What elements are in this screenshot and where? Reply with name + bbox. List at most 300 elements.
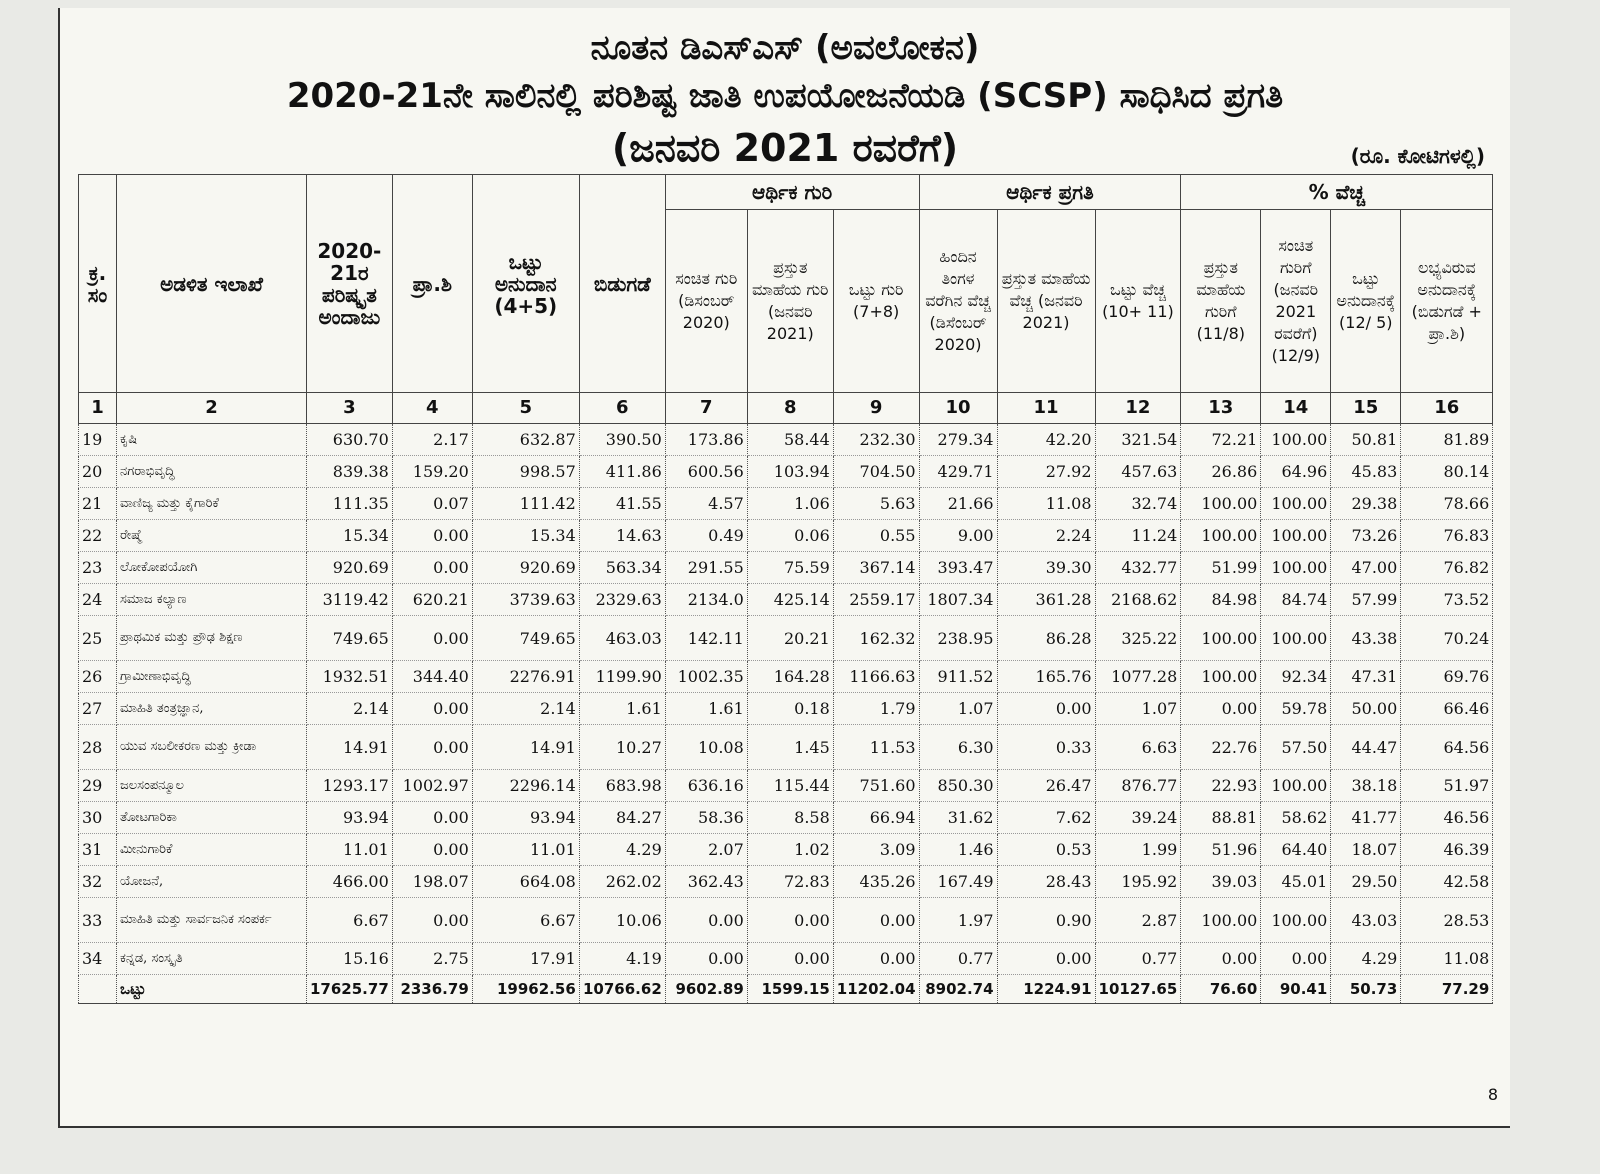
value-cell: 0.00 xyxy=(392,898,472,943)
value-cell: 66.46 xyxy=(1401,693,1493,725)
value-cell: 876.77 xyxy=(1095,770,1181,802)
value-cell: 46.39 xyxy=(1401,834,1493,866)
value-cell: 367.14 xyxy=(833,552,919,584)
value-cell: 0.00 xyxy=(1181,693,1261,725)
value-cell: 4.57 xyxy=(665,488,747,520)
value-cell: 636.16 xyxy=(665,770,747,802)
value-cell: 100.00 xyxy=(1261,520,1331,552)
department-cell: ಒಟ್ಟು xyxy=(117,975,307,1004)
value-cell: 2.14 xyxy=(307,693,393,725)
value-cell: 70.24 xyxy=(1401,616,1493,661)
col-header: ಹಿಂದಿನ ತಿಂಗಳ ವರೆಗಿನ ವೆಚ್ಚ (ಡಿಸೆಂಬರ್ 2020) xyxy=(919,210,997,393)
value-cell: 22.93 xyxy=(1181,770,1261,802)
value-cell: 28.53 xyxy=(1401,898,1493,943)
table-row xyxy=(79,898,1493,943)
department-cell: ವಾಣಿಜ್ಯ ಮತ್ತು ಕೈಗಾರಿಕೆ xyxy=(117,488,307,520)
department-cell: ನಗರಾಭಿವೃದ್ಧಿ xyxy=(117,456,307,488)
value-cell: 279.34 xyxy=(919,424,997,456)
value-cell: 0.00 xyxy=(997,943,1095,975)
table-row xyxy=(79,834,1493,866)
value-cell: 0.00 xyxy=(392,725,472,770)
table-row xyxy=(79,770,1493,802)
value-cell: 81.89 xyxy=(1401,424,1493,456)
value-cell: 1.61 xyxy=(579,693,665,725)
table-row xyxy=(79,802,1493,834)
group-header-financial-progress: ಆರ್ಥಿಕ ಪ್ರಗತಿ xyxy=(919,175,1181,210)
value-cell: 9.00 xyxy=(919,520,997,552)
value-cell: 15.34 xyxy=(472,520,579,552)
value-cell: 0.07 xyxy=(392,488,472,520)
value-cell: 2.07 xyxy=(665,834,747,866)
value-cell: 39.24 xyxy=(1095,802,1181,834)
value-cell: 751.60 xyxy=(833,770,919,802)
value-cell: 630.70 xyxy=(307,424,393,456)
serial-cell: 26 xyxy=(79,661,117,693)
group-header-financial-target: ಆರ್ಥಿಕ ಗುರಿ xyxy=(665,175,919,210)
value-cell: 15.16 xyxy=(307,943,393,975)
value-cell: 100.00 xyxy=(1261,488,1331,520)
value-cell: 27.92 xyxy=(997,456,1095,488)
value-cell: 425.14 xyxy=(747,584,833,616)
value-cell: 0.00 xyxy=(392,834,472,866)
value-cell: 1932.51 xyxy=(307,661,393,693)
value-cell: 704.50 xyxy=(833,456,919,488)
value-cell: 2168.62 xyxy=(1095,584,1181,616)
value-cell: 2.87 xyxy=(1095,898,1181,943)
column-number: 6 xyxy=(579,393,665,424)
value-cell: 850.30 xyxy=(919,770,997,802)
value-cell: 42.58 xyxy=(1401,866,1493,898)
value-cell: 1.07 xyxy=(919,693,997,725)
value-cell: 76.83 xyxy=(1401,520,1493,552)
value-cell: 1293.17 xyxy=(307,770,393,802)
value-cell: 7.62 xyxy=(997,802,1095,834)
value-cell: 1.45 xyxy=(747,725,833,770)
value-cell: 920.69 xyxy=(307,552,393,584)
value-cell: 72.83 xyxy=(747,866,833,898)
value-cell: 14.63 xyxy=(579,520,665,552)
value-cell: 1.79 xyxy=(833,693,919,725)
serial-cell: 32 xyxy=(79,866,117,898)
value-cell: 5.63 xyxy=(833,488,919,520)
value-cell: 86.28 xyxy=(997,616,1095,661)
value-cell: 1.46 xyxy=(919,834,997,866)
value-cell: 164.28 xyxy=(747,661,833,693)
value-cell: 58.44 xyxy=(747,424,833,456)
value-cell: 466.00 xyxy=(307,866,393,898)
value-cell: 46.56 xyxy=(1401,802,1493,834)
value-cell: 45.83 xyxy=(1331,456,1401,488)
unit-note: (ರೂ. ಕೋಟಿಗಳಲ್ಲಿ) xyxy=(1350,144,1485,168)
value-cell: 100.00 xyxy=(1261,898,1331,943)
value-cell: 58.36 xyxy=(665,802,747,834)
value-cell: 100.00 xyxy=(1181,898,1261,943)
column-number: 8 xyxy=(747,393,833,424)
column-number: 4 xyxy=(392,393,472,424)
serial-cell: 19 xyxy=(79,424,117,456)
value-cell: 1.97 xyxy=(919,898,997,943)
value-cell: 0.00 xyxy=(1181,943,1261,975)
table-row xyxy=(79,943,1493,975)
value-cell: 50.00 xyxy=(1331,693,1401,725)
value-cell: 100.00 xyxy=(1261,552,1331,584)
value-cell: 45.01 xyxy=(1261,866,1331,898)
value-cell: 0.18 xyxy=(747,693,833,725)
value-cell: 463.03 xyxy=(579,616,665,661)
column-number-row xyxy=(79,393,1493,424)
value-cell: 457.63 xyxy=(1095,456,1181,488)
value-cell: 325.22 xyxy=(1095,616,1181,661)
value-cell: 4.29 xyxy=(579,834,665,866)
serial-cell: 23 xyxy=(79,552,117,584)
value-cell: 0.00 xyxy=(997,693,1095,725)
value-cell: 198.07 xyxy=(392,866,472,898)
value-cell: 998.57 xyxy=(472,456,579,488)
value-cell: 47.00 xyxy=(1331,552,1401,584)
value-cell: 344.40 xyxy=(392,661,472,693)
value-cell: 3739.63 xyxy=(472,584,579,616)
value-cell: 195.92 xyxy=(1095,866,1181,898)
value-cell: 11.01 xyxy=(472,834,579,866)
value-cell: 362.43 xyxy=(665,866,747,898)
value-cell: 77.29 xyxy=(1401,975,1493,1004)
value-cell: 50.73 xyxy=(1331,975,1401,1004)
serial-cell: 29 xyxy=(79,770,117,802)
department-cell: ಮಾಹಿತಿ ತಂತ್ರಜ್ಞಾನ, xyxy=(117,693,307,725)
value-cell: 11.08 xyxy=(997,488,1095,520)
value-cell: 1807.34 xyxy=(919,584,997,616)
value-cell: 29.50 xyxy=(1331,866,1401,898)
value-cell: 0.00 xyxy=(392,802,472,834)
value-cell: 429.71 xyxy=(919,456,997,488)
value-cell: 0.00 xyxy=(833,898,919,943)
value-cell: 28.43 xyxy=(997,866,1095,898)
value-cell: 100.00 xyxy=(1181,488,1261,520)
value-cell: 4.29 xyxy=(1331,943,1401,975)
value-cell: 41.77 xyxy=(1331,802,1401,834)
value-cell: 41.55 xyxy=(579,488,665,520)
value-cell: 73.52 xyxy=(1401,584,1493,616)
value-cell: 90.41 xyxy=(1261,975,1331,1004)
col-header: 2020-21ರ ಪರಿಷ್ಕೃತ ಅಂದಾಜು xyxy=(307,175,393,393)
table-row xyxy=(79,456,1493,488)
value-cell: 291.55 xyxy=(665,552,747,584)
value-cell: 173.86 xyxy=(665,424,747,456)
department-cell: ಕನ್ನಡ, ಸಂಸ್ಕೃತಿ xyxy=(117,943,307,975)
value-cell: 111.42 xyxy=(472,488,579,520)
value-cell: 2.24 xyxy=(997,520,1095,552)
col-header: ಒಟ್ಟು ವೆಚ್ಚ (10+ 11) xyxy=(1095,210,1181,393)
value-cell: 100.00 xyxy=(1261,616,1331,661)
value-cell: 76.60 xyxy=(1181,975,1261,1004)
value-cell: 43.03 xyxy=(1331,898,1401,943)
table-row xyxy=(79,866,1493,898)
value-cell: 2.75 xyxy=(392,943,472,975)
value-cell: 142.11 xyxy=(665,616,747,661)
value-cell: 620.21 xyxy=(392,584,472,616)
value-cell: 72.21 xyxy=(1181,424,1261,456)
value-cell: 100.00 xyxy=(1181,520,1261,552)
value-cell: 6.67 xyxy=(307,898,393,943)
value-cell: 0.00 xyxy=(392,520,472,552)
value-cell: 749.65 xyxy=(307,616,393,661)
value-cell: 1.99 xyxy=(1095,834,1181,866)
value-cell: 2134.0 xyxy=(665,584,747,616)
value-cell: 1.07 xyxy=(1095,693,1181,725)
value-cell: 47.31 xyxy=(1331,661,1401,693)
value-cell: 14.91 xyxy=(307,725,393,770)
value-cell: 43.38 xyxy=(1331,616,1401,661)
serial-cell: 31 xyxy=(79,834,117,866)
total-row xyxy=(79,975,1493,1004)
column-number: 9 xyxy=(833,393,919,424)
serial-cell: 24 xyxy=(79,584,117,616)
value-cell: 2.17 xyxy=(392,424,472,456)
serial-cell: 30 xyxy=(79,802,117,834)
value-cell: 73.26 xyxy=(1331,520,1401,552)
value-cell: 111.35 xyxy=(307,488,393,520)
value-cell: 38.18 xyxy=(1331,770,1401,802)
value-cell: 2.14 xyxy=(472,693,579,725)
department-cell: ರೇಷ್ಮೆ xyxy=(117,520,307,552)
value-cell: 1224.91 xyxy=(997,975,1095,1004)
column-number: 13 xyxy=(1181,393,1261,424)
value-cell: 80.14 xyxy=(1401,456,1493,488)
value-cell: 1002.35 xyxy=(665,661,747,693)
value-cell: 0.00 xyxy=(747,898,833,943)
report-period: (ಜನವರಿ 2021 ರವರೆಗೆ) xyxy=(611,126,959,170)
value-cell: 14.91 xyxy=(472,725,579,770)
value-cell: 21.66 xyxy=(919,488,997,520)
department-cell: ಮೀನುಗಾರಿಕೆ xyxy=(117,834,307,866)
department-cell: ಕೃಷಿ xyxy=(117,424,307,456)
value-cell: 162.32 xyxy=(833,616,919,661)
value-cell: 1002.97 xyxy=(392,770,472,802)
value-cell: 0.00 xyxy=(665,898,747,943)
value-cell: 2296.14 xyxy=(472,770,579,802)
value-cell: 17625.77 xyxy=(307,975,393,1004)
column-number: 5 xyxy=(472,393,579,424)
value-cell: 76.82 xyxy=(1401,552,1493,584)
value-cell: 6.63 xyxy=(1095,725,1181,770)
value-cell: 20.21 xyxy=(747,616,833,661)
value-cell: 0.00 xyxy=(747,943,833,975)
column-number: 7 xyxy=(665,393,747,424)
value-cell: 920.69 xyxy=(472,552,579,584)
value-cell: 0.49 xyxy=(665,520,747,552)
serial-cell xyxy=(79,975,117,1004)
value-cell: 84.27 xyxy=(579,802,665,834)
department-cell: ಯೋಜನೆ, xyxy=(117,866,307,898)
value-cell: 664.08 xyxy=(472,866,579,898)
value-cell: 51.99 xyxy=(1181,552,1261,584)
value-cell: 84.98 xyxy=(1181,584,1261,616)
department-cell: ಗ್ರಾಮೀಣಾಭಿವೃದ್ಧಿ xyxy=(117,661,307,693)
value-cell: 19962.56 xyxy=(472,975,579,1004)
group-header-percent-expenditure: % ವೆಚ್ಚ xyxy=(1181,175,1493,210)
column-number: 15 xyxy=(1331,393,1401,424)
column-number: 16 xyxy=(1401,393,1493,424)
table-row xyxy=(79,693,1493,725)
value-cell: 159.20 xyxy=(392,456,472,488)
value-cell: 31.62 xyxy=(919,802,997,834)
value-cell: 57.50 xyxy=(1261,725,1331,770)
value-cell: 8.58 xyxy=(747,802,833,834)
column-number: 12 xyxy=(1095,393,1181,424)
value-cell: 32.74 xyxy=(1095,488,1181,520)
value-cell: 39.03 xyxy=(1181,866,1261,898)
report-title-line1: ನೂತನ ಡಿಎಸ್ಎಸ್ (ಅವಲೋಕನ) xyxy=(590,28,980,68)
value-cell: 0.00 xyxy=(1261,943,1331,975)
value-cell: 69.76 xyxy=(1401,661,1493,693)
col-header: ಒಟ್ಟು ಗುರಿ (7+8) xyxy=(833,210,919,393)
column-number: 1 xyxy=(79,393,117,424)
value-cell: 10127.65 xyxy=(1095,975,1181,1004)
value-cell: 29.38 xyxy=(1331,488,1401,520)
col-header: ಬಿಡುಗಡೆ xyxy=(579,175,665,393)
value-cell: 51.97 xyxy=(1401,770,1493,802)
department-cell: ಯುವ ಸಬಲೀಕರಣ ಮತ್ತು ಕ್ರೀಡಾ xyxy=(117,725,307,770)
value-cell: 2329.63 xyxy=(579,584,665,616)
value-cell: 59.78 xyxy=(1261,693,1331,725)
value-cell: 238.95 xyxy=(919,616,997,661)
value-cell: 1199.90 xyxy=(579,661,665,693)
value-cell: 0.00 xyxy=(392,693,472,725)
value-cell: 10766.62 xyxy=(579,975,665,1004)
table-row xyxy=(79,725,1493,770)
value-cell: 435.26 xyxy=(833,866,919,898)
value-cell: 2559.17 xyxy=(833,584,919,616)
value-cell: 92.34 xyxy=(1261,661,1331,693)
col-header: ಒಟ್ಟು ಅನುದಾನಕ್ಕೆ (12/ 5) xyxy=(1331,210,1401,393)
value-cell: 0.77 xyxy=(919,943,997,975)
col-header: ಪ್ರಸ್ತುತ ಮಾಹೆಯ ಗುರಿ (ಜನವರಿ 2021) xyxy=(747,210,833,393)
value-cell: 1077.28 xyxy=(1095,661,1181,693)
value-cell: 66.94 xyxy=(833,802,919,834)
value-cell: 3119.42 xyxy=(307,584,393,616)
value-cell: 232.30 xyxy=(833,424,919,456)
progress-table xyxy=(78,174,1493,1004)
serial-cell: 34 xyxy=(79,943,117,975)
column-number: 2 xyxy=(117,393,307,424)
serial-cell: 28 xyxy=(79,725,117,770)
value-cell: 75.59 xyxy=(747,552,833,584)
value-cell: 167.49 xyxy=(919,866,997,898)
value-cell: 26.86 xyxy=(1181,456,1261,488)
value-cell: 361.28 xyxy=(997,584,1095,616)
col-header: ಸಂಚಿತ ಗುರಿ (ಡಿಸಂಬರ್ 2020) xyxy=(665,210,747,393)
value-cell: 0.90 xyxy=(997,898,1095,943)
value-cell: 100.00 xyxy=(1261,770,1331,802)
value-cell: 39.30 xyxy=(997,552,1095,584)
value-cell: 22.76 xyxy=(1181,725,1261,770)
value-cell: 51.96 xyxy=(1181,834,1261,866)
document-page xyxy=(58,8,1510,1128)
value-cell: 0.00 xyxy=(392,552,472,584)
value-cell: 10.08 xyxy=(665,725,747,770)
value-cell: 57.99 xyxy=(1331,584,1401,616)
col-header: ಕ್ರ. ಸಂ xyxy=(79,175,117,393)
value-cell: 11.53 xyxy=(833,725,919,770)
value-cell: 10.06 xyxy=(579,898,665,943)
value-cell: 0.00 xyxy=(665,943,747,975)
value-cell: 64.96 xyxy=(1261,456,1331,488)
value-cell: 839.38 xyxy=(307,456,393,488)
value-cell: 11202.04 xyxy=(833,975,919,1004)
col-header: ಅಡಳಿತ ಇಲಾಖೆ xyxy=(117,175,307,393)
value-cell: 1.02 xyxy=(747,834,833,866)
value-cell: 393.47 xyxy=(919,552,997,584)
table-body xyxy=(79,424,1493,1004)
value-cell: 0.00 xyxy=(833,943,919,975)
value-cell: 6.30 xyxy=(919,725,997,770)
col-header: ಪ್ರಾ.ಶಿ xyxy=(392,175,472,393)
department-cell: ಲೋಕೋಪಯೋಗಿ xyxy=(117,552,307,584)
col-header: ಪ್ರಸ್ತುತ ಮಾಹೆಯ ಗುರಿಗೆ (11/8) xyxy=(1181,210,1261,393)
value-cell: 44.47 xyxy=(1331,725,1401,770)
value-cell: 321.54 xyxy=(1095,424,1181,456)
column-number: 11 xyxy=(997,393,1095,424)
value-cell: 262.02 xyxy=(579,866,665,898)
col-header: ಪ್ರಸ್ತುತ ಮಾಹೆಯ ವೆಚ್ಚ (ಜನವರಿ 2021) xyxy=(997,210,1095,393)
report-title-line2: 2020-21ನೇ ಸಾಲಿನಲ್ಲಿ ಪರಿಶಿಷ್ಟ ಜಾತಿ ಉಪಯೋಜನೆಯಡಿ (SCSP) ಸಾಧಿಸಿದ ಪ್ರಗತಿ xyxy=(286,76,1284,116)
serial-cell: 27 xyxy=(79,693,117,725)
value-cell: 6.67 xyxy=(472,898,579,943)
value-cell: 78.66 xyxy=(1401,488,1493,520)
value-cell: 0.06 xyxy=(747,520,833,552)
column-number: 3 xyxy=(307,393,393,424)
value-cell: 563.34 xyxy=(579,552,665,584)
column-number: 10 xyxy=(919,393,997,424)
value-cell: 432.77 xyxy=(1095,552,1181,584)
value-cell: 115.44 xyxy=(747,770,833,802)
col-header: ಲಭ್ಯವಿರುವ ಅನುದಾನಕ್ಕೆ (ಬಿಡುಗಡೆ + ಪ್ರಾ.ಶಿ) xyxy=(1401,210,1493,393)
table-row xyxy=(79,661,1493,693)
value-cell: 9602.89 xyxy=(665,975,747,1004)
value-cell: 50.81 xyxy=(1331,424,1401,456)
value-cell: 84.74 xyxy=(1261,584,1331,616)
col-header: ಒಟ್ಟು ಅನುದಾನ (4+5) xyxy=(472,175,579,393)
group-header-row xyxy=(79,175,1493,210)
serial-cell: 22 xyxy=(79,520,117,552)
value-cell: 1166.63 xyxy=(833,661,919,693)
value-cell: 911.52 xyxy=(919,661,997,693)
department-cell: ಮಾಹಿತಿ ಮತ್ತು ಸಾರ್ವಜನಿಕ ಸಂಪರ್ಕ xyxy=(117,898,307,943)
table-row xyxy=(79,552,1493,584)
value-cell: 0.77 xyxy=(1095,943,1181,975)
value-cell: 64.56 xyxy=(1401,725,1493,770)
value-cell: 64.40 xyxy=(1261,834,1331,866)
value-cell: 93.94 xyxy=(472,802,579,834)
value-cell: 1599.15 xyxy=(747,975,833,1004)
col-header: ಸಂಚಿತ ಗುರಿಗೆ (ಜನವರಿ 2021 ರವರೆಗೆ) (12/9) xyxy=(1261,210,1331,393)
page-number: 8 xyxy=(1487,1085,1498,1104)
value-cell: 100.00 xyxy=(1181,616,1261,661)
value-cell: 683.98 xyxy=(579,770,665,802)
value-cell: 10.27 xyxy=(579,725,665,770)
value-cell: 0.55 xyxy=(833,520,919,552)
value-cell: 11.24 xyxy=(1095,520,1181,552)
serial-cell: 20 xyxy=(79,456,117,488)
table-row xyxy=(79,424,1493,456)
value-cell: 2336.79 xyxy=(392,975,472,1004)
serial-cell: 25 xyxy=(79,616,117,661)
value-cell: 26.47 xyxy=(997,770,1095,802)
value-cell: 600.56 xyxy=(665,456,747,488)
serial-cell: 21 xyxy=(79,488,117,520)
value-cell: 100.00 xyxy=(1261,424,1331,456)
value-cell: 18.07 xyxy=(1331,834,1401,866)
